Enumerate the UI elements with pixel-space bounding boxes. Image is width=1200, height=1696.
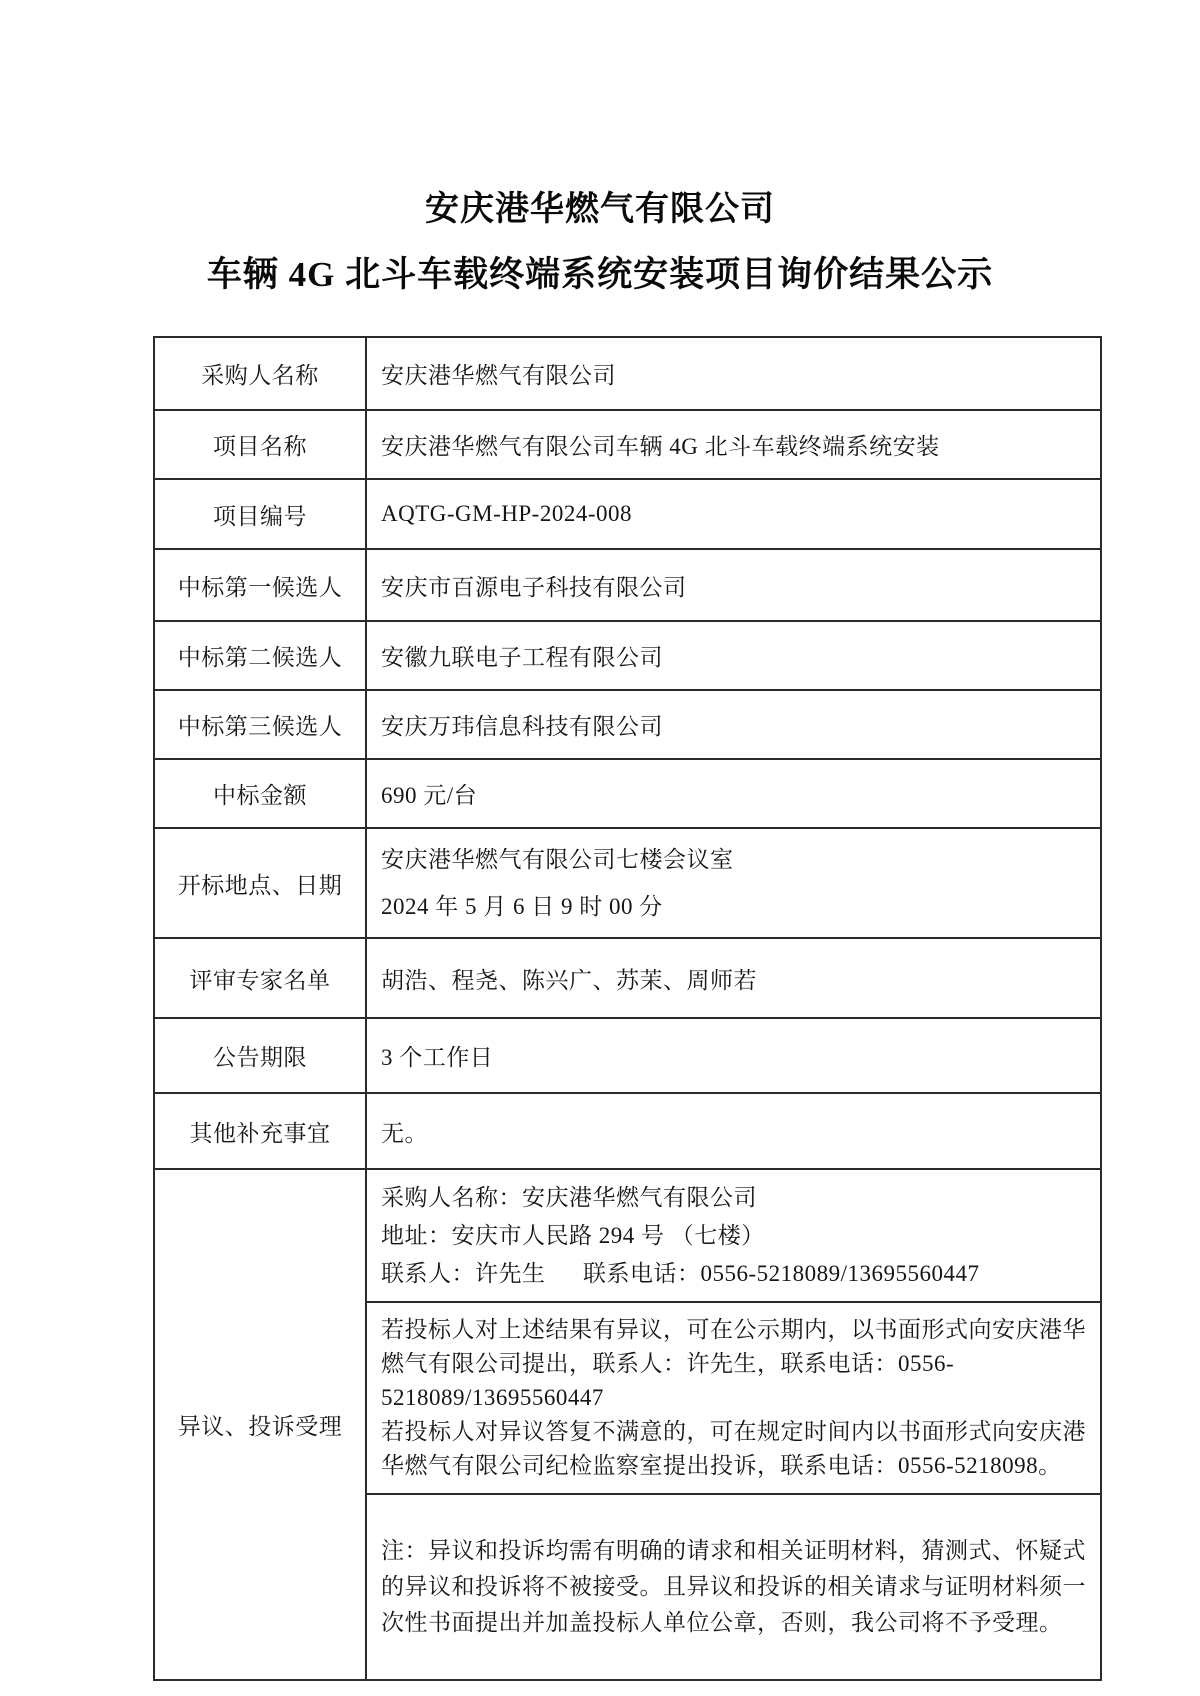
row-value-first-candidate: 安庆市百源电子科技有限公司 (366, 549, 1101, 621)
row-value-second-candidate: 安徽九联电子工程有限公司 (366, 621, 1101, 690)
row-label-second-candidate: 中标第二候选人 (154, 621, 366, 690)
bid-opening-place: 安庆港华燃气有限公司七楼会议室 (381, 847, 734, 872)
complaint-contact-address: 地址：安庆市人民路 294 号 （七楼） (381, 1222, 765, 1248)
row-label-other-matters: 其他补充事宜 (154, 1093, 366, 1169)
complaint-contact-phone: 联系人：许先生 联系电话：0556-5218089/13695560447 (381, 1260, 980, 1286)
row-value-bid-opening (366, 828, 1101, 938)
table-row (154, 1093, 1101, 1169)
row-value-experts: 胡浩、程尧、陈兴广、苏茉、周师若 (366, 938, 1101, 1018)
complaint-objection-paragraph-2: 若投标人对异议答复不满意的，可在规定时间内以书面形式向安庆港华燃气有限公司纪检监察室提出投诉，联系电话：0556-5218098。 (381, 1419, 1086, 1478)
table-row (154, 479, 1101, 549)
row-label-award-amount: 中标金额 (154, 759, 366, 828)
table-row (154, 690, 1101, 759)
complaint-objection-paragraph-1: 若投标人对上述结果有异议，可在公示期内，以书面形式向安庆港华燃气有限公司提出，联系人：许先生，联系电话：0556-5218089/13695560447 (381, 1317, 1086, 1410)
complaint-contact-cell (366, 1169, 1101, 1302)
table-row (154, 410, 1101, 479)
row-value-announcement-period: 3 个工作日 (366, 1018, 1101, 1093)
row-value-project-number: AQTG-GM-HP-2024-008 (366, 479, 1101, 549)
row-value-award-amount: 690 元/台 (366, 759, 1101, 828)
bid-opening-datetime: 2024 年 5 月 6 日 9 时 00 分 (381, 894, 663, 919)
result-table (153, 336, 1102, 1681)
row-label-third-candidate: 中标第三候选人 (154, 690, 366, 759)
row-value-third-candidate: 安庆万玮信息科技有限公司 (366, 690, 1101, 759)
table-row (154, 938, 1101, 1018)
row-label-complaint: 异议、投诉受理 (154, 1169, 366, 1680)
document-title-line2: 车辆 4G 北斗车载终端系统安装项目询价结果公示 (206, 255, 994, 294)
row-label-purchaser: 采购人名称 (154, 337, 366, 410)
row-label-experts: 评审专家名单 (154, 938, 366, 1018)
table-row (154, 621, 1101, 690)
row-value-other-matters: 无。 (366, 1093, 1101, 1169)
row-value-purchaser: 安庆港华燃气有限公司 (366, 337, 1101, 410)
table-row (154, 828, 1101, 938)
complaint-contact-purchaser: 采购人名称：安庆港华燃气有限公司 (381, 1184, 757, 1210)
table-row (154, 759, 1101, 828)
row-label-first-candidate: 中标第一候选人 (154, 549, 366, 621)
table-row-complaint (154, 1169, 1101, 1302)
document-title-line1: 安庆港华燃气有限公司 (425, 191, 775, 228)
table-row (154, 337, 1101, 410)
table-row (154, 549, 1101, 621)
row-value-project-name: 安庆港华燃气有限公司车辆 4G 北斗车载终端系统安装 (366, 410, 1101, 479)
row-label-bid-opening: 开标地点、日期 (154, 828, 366, 938)
row-label-project-number: 项目编号 (154, 479, 366, 549)
complaint-objection-cell (366, 1302, 1101, 1494)
row-label-announcement-period: 公告期限 (154, 1018, 366, 1093)
table-row (154, 1018, 1101, 1093)
complaint-note-cell: 注：异议和投诉均需有明确的请求和相关证明材料，猜测式、怀疑式的异议和投诉将不被接受。且异议和投诉的相关请求与证明材料须一次性书面提出并加盖投标人单位公章，否则，我公司将不予受理。 (366, 1494, 1101, 1680)
row-label-project-name: 项目名称 (154, 410, 366, 479)
